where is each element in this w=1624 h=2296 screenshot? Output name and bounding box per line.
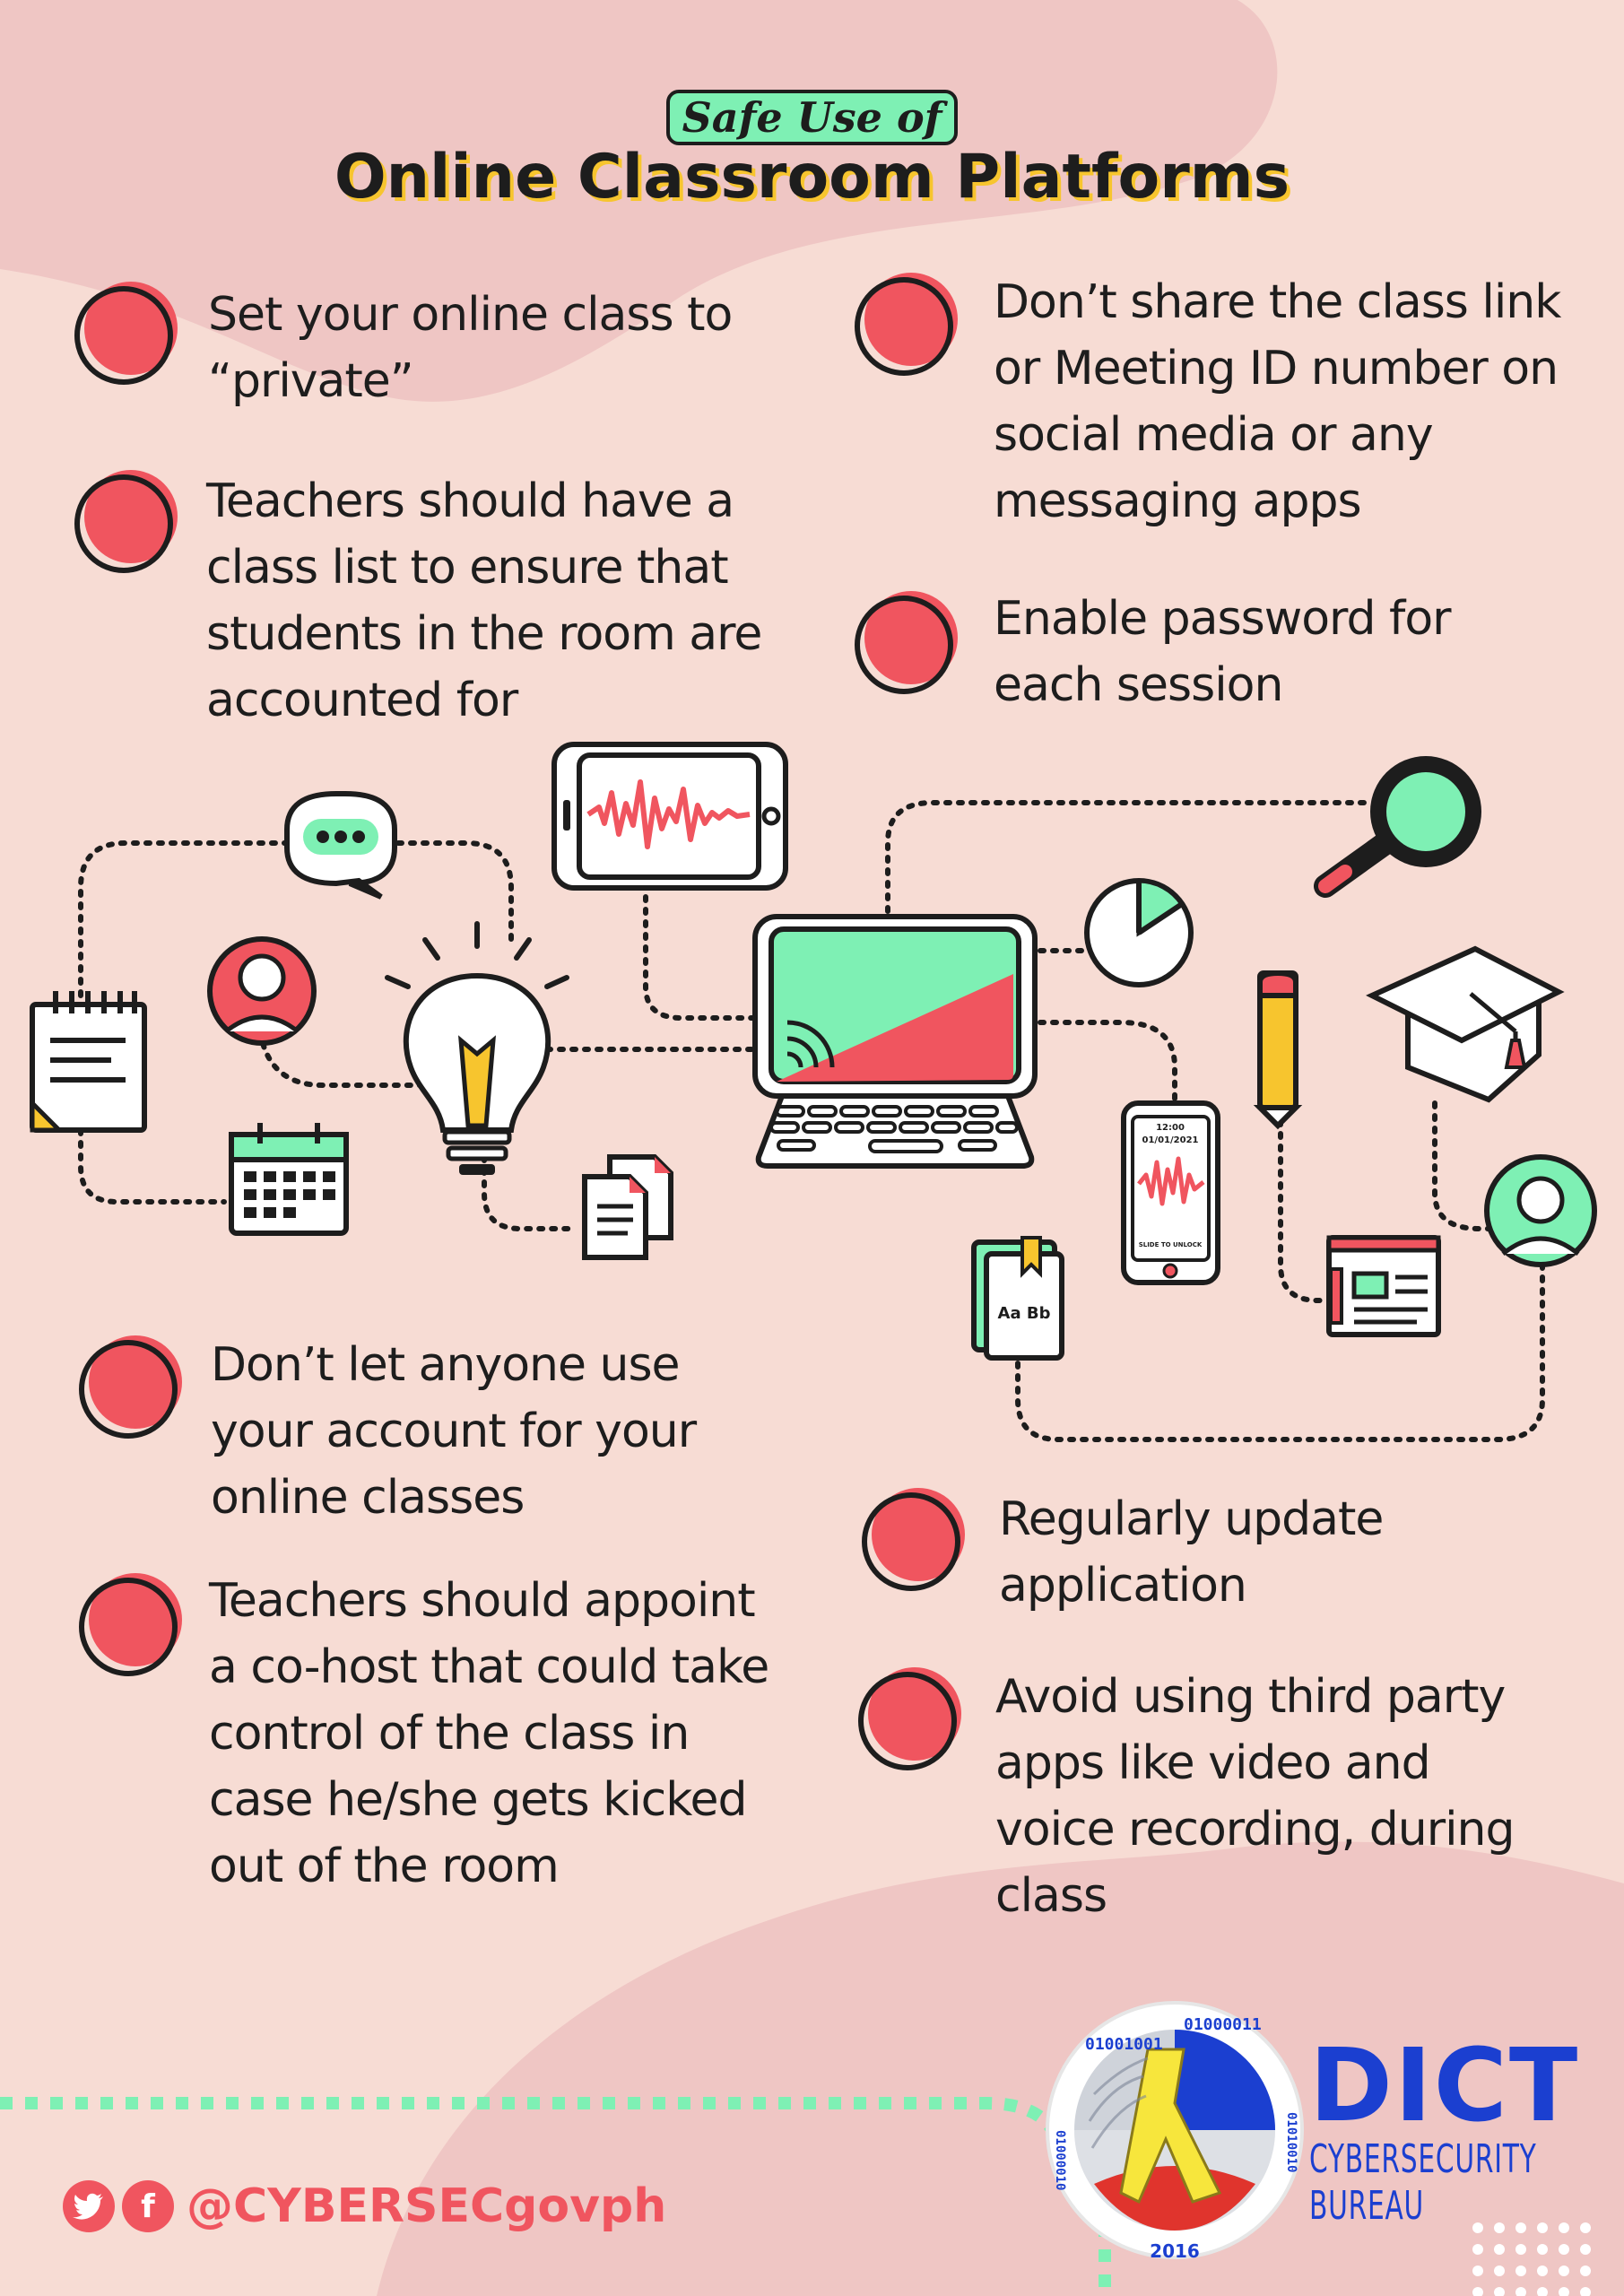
social-handle-text[interactable]: @CYBERSECgovph <box>187 2179 667 2233</box>
cybersecurity-seal-logo <box>1040 1996 1309 2265</box>
tip-text: Set your online class to “private” <box>208 288 733 408</box>
svg-text:01010010 <box>1284 2112 1298 2172</box>
seal-binary-side-left: 01000010 <box>1053 2130 1067 2191</box>
tip-text: Regularly update application <box>999 1492 1384 1613</box>
svg-text:01001001 <box>1085 2035 1163 2054</box>
tip-text: Teachers should appoint a co-host that could take control of the class in case he/she gets kicked out of the room <box>209 1574 769 1893</box>
dict-line2: BUREAU <box>1309 2183 1425 2229</box>
tip-text: Don’t let anyone use your account for your online classes <box>211 1338 697 1525</box>
seal-year: 2016 <box>1150 2240 1200 2262</box>
page-title: Online Classroom Platforms <box>334 142 1290 213</box>
facebook-icon[interactable]: f <box>122 2180 174 2232</box>
book-label: Aa Bb <box>997 1304 1051 1323</box>
tip-text: Teachers should have a class list to ensure that students in the room are accounted for <box>206 474 762 727</box>
tip-text: Avoid using third party apps like video and voice recording, during class <box>995 1670 1515 1923</box>
svg-text:01000010 <box>1053 2130 1067 2190</box>
title-subtitle: Safe Use of <box>666 90 959 145</box>
phone-date: 01/01/2021 <box>1142 1135 1199 1145</box>
seal-binary-left: 01001001 <box>1085 2035 1163 2054</box>
svg-text:01000011 <box>1184 2015 1262 2034</box>
social-handle[interactable] <box>63 2179 666 2233</box>
phone-unlock-label: SLIDE TO UNLOCK <box>1138 1241 1203 1248</box>
tip-text: Enable password for each session <box>994 592 1451 712</box>
seal-binary-right: 01000011 <box>1184 2015 1262 2034</box>
dict-line1: CYBERSECURITY <box>1309 2136 1537 2182</box>
dict-logo <box>1309 2028 1612 2230</box>
dict-name: DICT <box>1309 2028 1580 2144</box>
tip-text: Don’t share the class link or Meeting ID number on social media or any messaging apps <box>994 275 1561 528</box>
twitter-icon[interactable] <box>63 2180 115 2232</box>
seal-binary-side-right: 01010010 <box>1284 2112 1298 2173</box>
phone-time: 12:00 <box>1156 1123 1185 1133</box>
